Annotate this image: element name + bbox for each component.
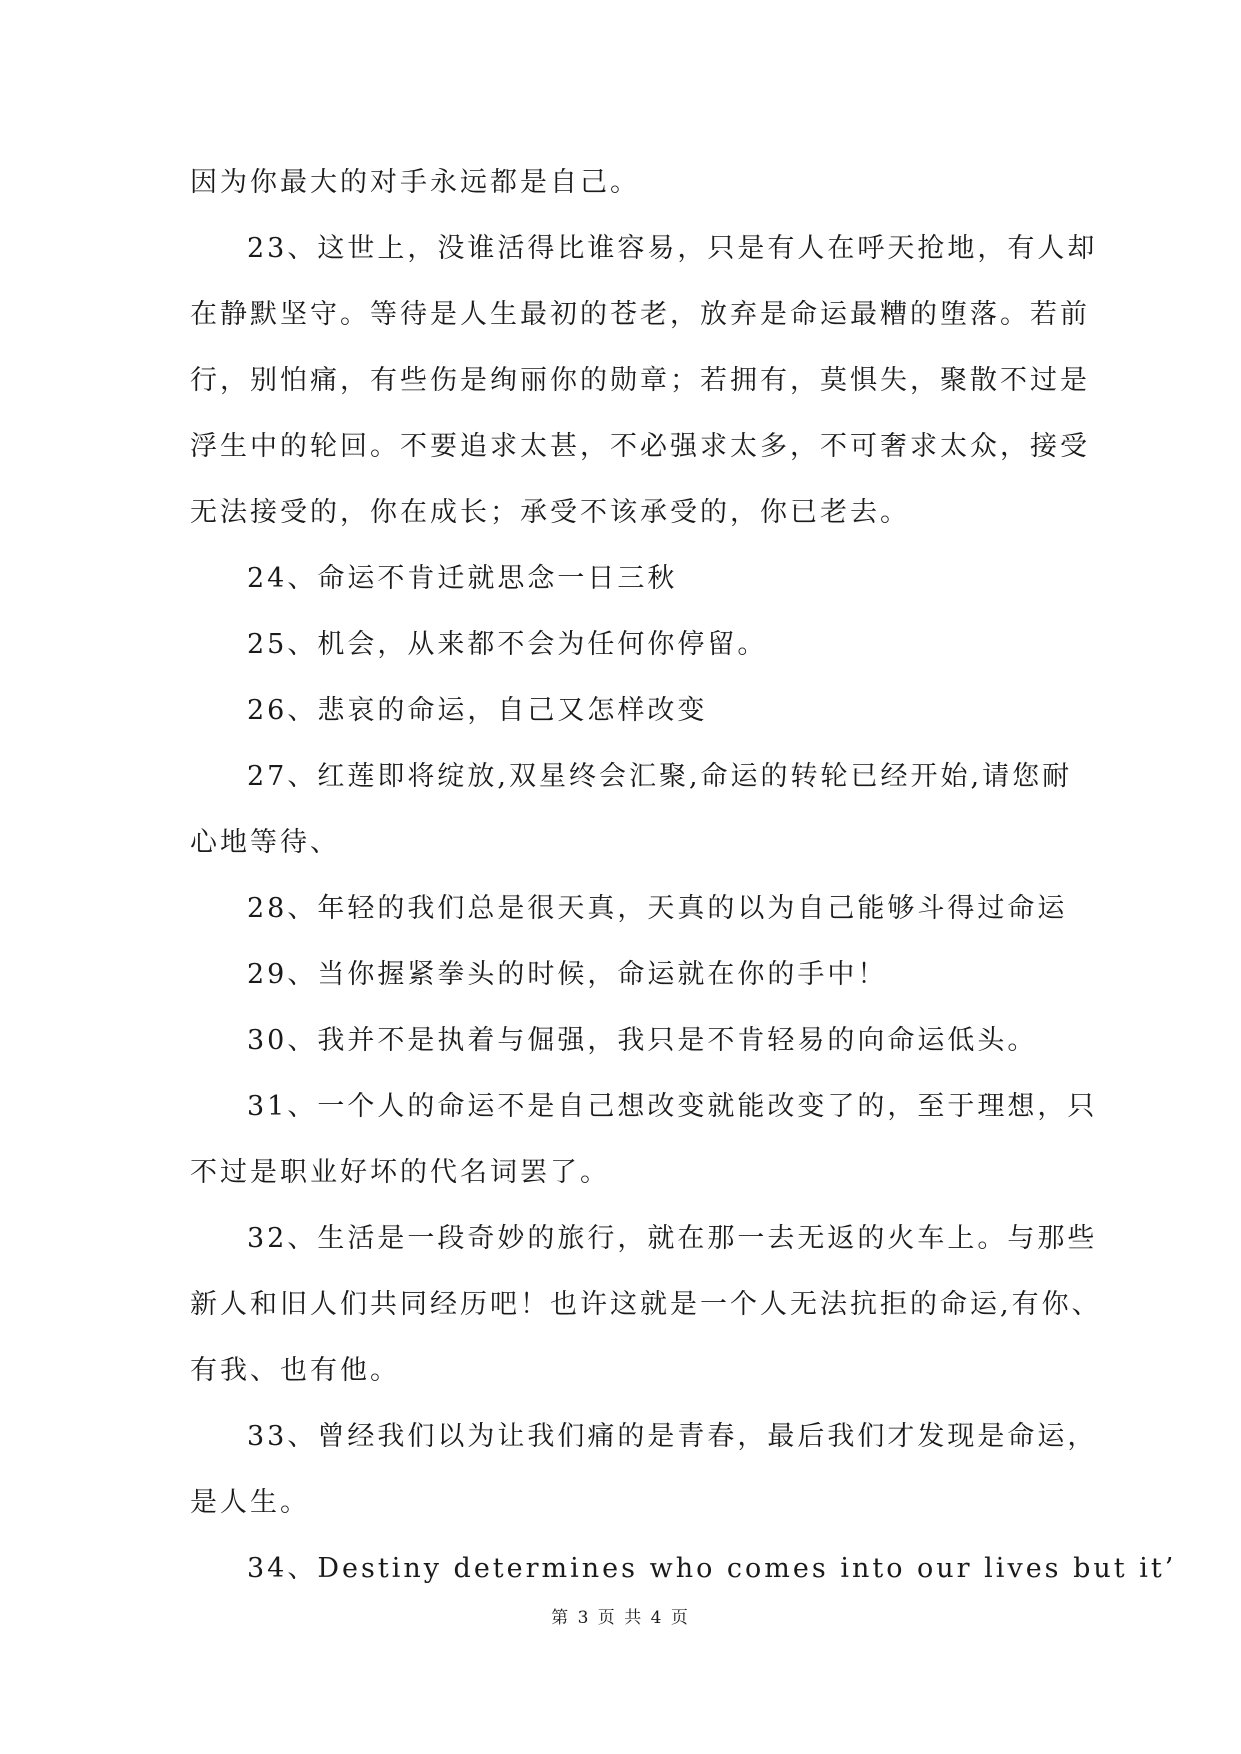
text-line-14: 30、我并不是执着与倔强，我只是不肯轻易的向命运低头。 xyxy=(247,1025,1038,1056)
text-line-13: 29、当你握紧拳头的时候，命运就在你的手中！ xyxy=(247,959,888,990)
text-line-19: 有我、也有他。 xyxy=(190,1355,400,1386)
text-line-4: 行，别怕痛，有些伤是绚丽你的勋章；若拥有，莫惧失，聚散不过是 xyxy=(190,365,1090,396)
text-line-6: 无法接受的，你在成长；承受不该承受的，你已老去。 xyxy=(190,497,910,528)
text-line-21: 是人生。 xyxy=(190,1487,310,1518)
text-line-20: 33、曾经我们以为让我们痛的是青春，最后我们才发现是命运， xyxy=(247,1421,1098,1452)
text-line-12: 28、年轻的我们总是很天真，天真的以为自己能够斗得过命运 xyxy=(247,893,1068,924)
text-line-10: 27、红莲即将绽放,双星终会汇聚,命运的转轮已经开始,请您耐 xyxy=(247,761,1073,792)
text-line-11: 心地等待、 xyxy=(190,827,340,858)
text-line-8: 25、机会，从来都不会为任何你停留。 xyxy=(247,629,768,660)
text-line-15: 31、一个人的命运不是自己想改变就能改变了的，至于理想，只 xyxy=(247,1091,1098,1122)
text-line-2: 23、这世上，没谁活得比谁容易，只是有人在呼天抢地，有人却 xyxy=(247,233,1098,264)
text-line-18: 新人和旧人们共同经历吧！也许这就是一个人无法抗拒的命运,有你、 xyxy=(190,1289,1102,1320)
text-line-22: 34、Destiny determines who comes into our lives but it’ xyxy=(247,1553,1177,1584)
text-line-7: 24、命运不肯迁就思念一日三秋 xyxy=(247,563,678,594)
text-line-1: 因为你最大的对手永远都是自己。 xyxy=(190,167,640,198)
text-line-9: 26、悲哀的命运，自己又怎样改变 xyxy=(247,695,708,726)
page-number-footer: 第 3 页 共 4 页 xyxy=(551,1608,690,1628)
text-line-3: 在静默坚守。等待是人生最初的苍老，放弃是命运最糟的堕落。若前 xyxy=(190,299,1090,330)
text-line-5: 浮生中的轮回。不要追求太甚，不必强求太多，不可奢求太众，接受 xyxy=(190,431,1090,462)
text-line-17: 32、生活是一段奇妙的旅行，就在那一去无返的火车上。与那些 xyxy=(247,1223,1098,1254)
document-body xyxy=(190,158,1177,1610)
text-line-16: 不过是职业好坏的代名词罢了。 xyxy=(190,1157,610,1188)
